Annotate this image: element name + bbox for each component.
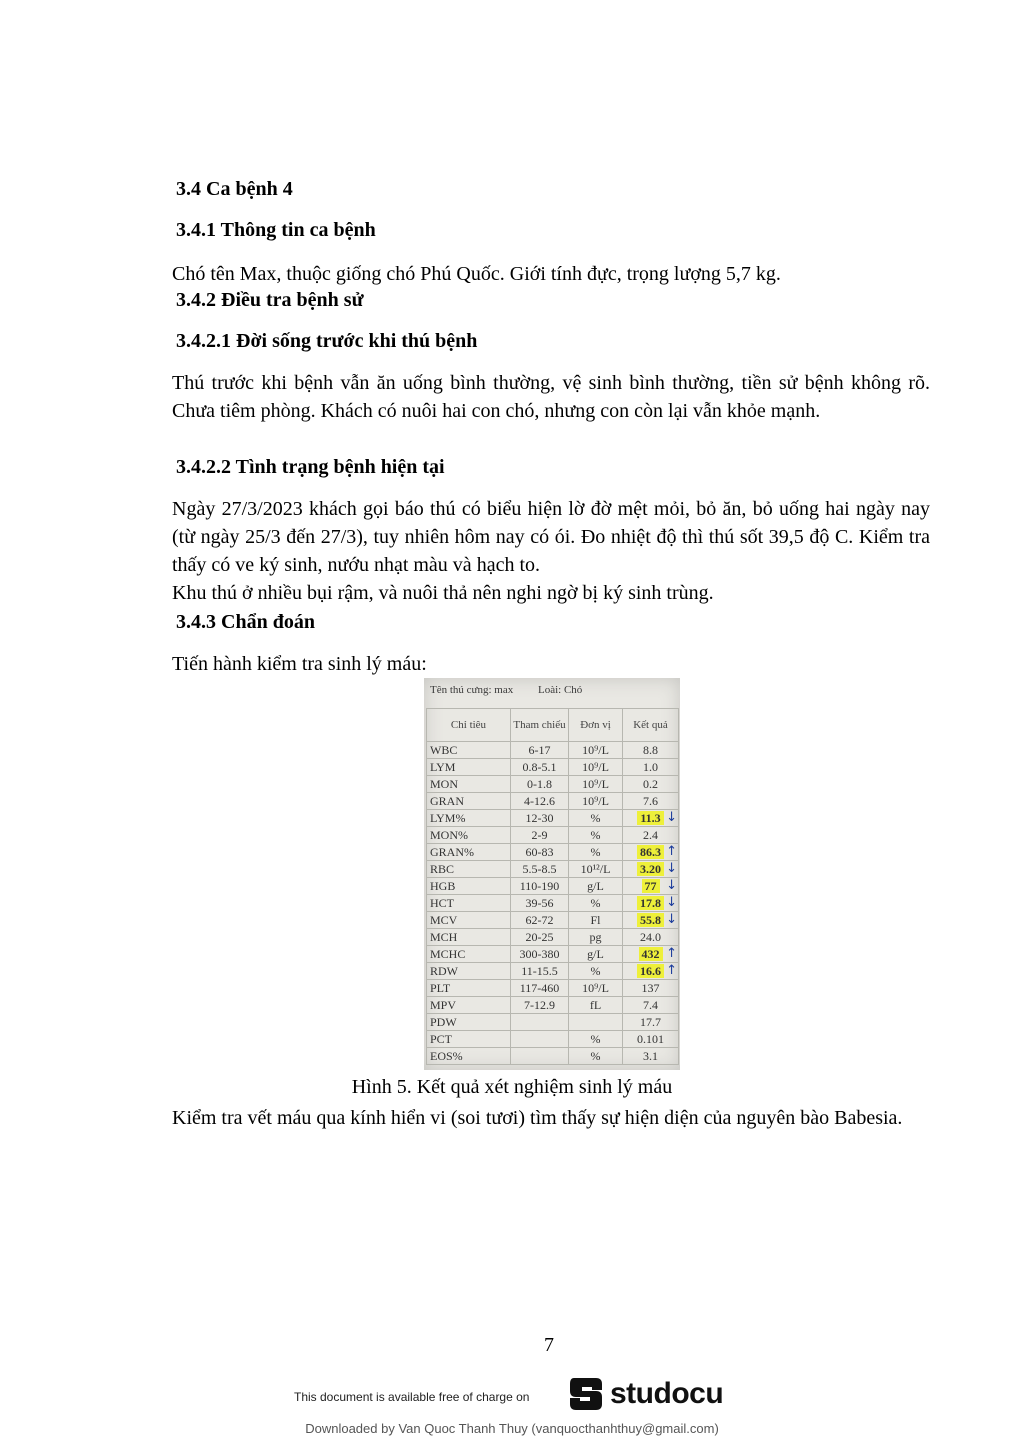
reference-cell: 11-15.5 (511, 963, 569, 980)
result-value: 11.3 (637, 811, 663, 825)
unit-cell: pg (569, 929, 623, 946)
reference-cell: 117-460 (511, 980, 569, 997)
arrow-down-icon: ↓ (666, 810, 677, 825)
reference-cell: 62-72 (511, 912, 569, 929)
table-row (427, 776, 679, 793)
blood-test-photo (424, 678, 680, 1070)
paragraph-microscope (172, 1104, 930, 1132)
indicator-cell: GRAN% (427, 844, 511, 861)
reference-cell: 20-25 (511, 929, 569, 946)
indicator-cell: GRAN (427, 793, 511, 810)
result-value: 86.3 (637, 845, 664, 859)
reference-cell: 4-12.6 (511, 793, 569, 810)
result-value: 0.101 (637, 1031, 664, 1046)
diagnosis-intro-text: Tiến hành kiểm tra sinh lý máu: (172, 653, 427, 675)
life-before-text: Thú trước khi bệnh vẫn ăn uống bình thường, vệ sinh bình thường, tiền sử bệnh không rõ. Chưa tiêm phòng. Khách có nuôi hai con chó, nhưng con còn lại vẫn khỏe mạnh. (172, 372, 930, 422)
unit-cell: 10⁹/L (569, 793, 623, 810)
pet-name-label: Tên thú cưng: max (430, 684, 514, 696)
result-cell (623, 980, 679, 997)
table-row (427, 844, 679, 861)
result-value: 7.4 (643, 997, 658, 1012)
species-label: Loài: Chó (538, 684, 583, 696)
table-row (427, 861, 679, 878)
reference-cell: 0-1.8 (511, 776, 569, 793)
arrow-up-icon: ↑ (666, 963, 677, 978)
heading-3-4-2-2: 3.4.2.2 Tình trạng bệnh hiện tại (176, 456, 445, 478)
availability-note: This document is available free of charge on (294, 1390, 530, 1404)
unit-cell: % (569, 844, 623, 861)
reference-cell: 60-83 (511, 844, 569, 861)
unit-cell (569, 1014, 623, 1031)
unit-cell: Fl (569, 912, 623, 929)
reference-cell: 6-17 (511, 742, 569, 759)
page-number: 7 (544, 1334, 554, 1356)
reference-cell: 7-12.9 (511, 997, 569, 1014)
header-unit: Đơn vị (569, 709, 623, 742)
table-row (427, 759, 679, 776)
arrow-down-icon: ↓ (666, 878, 677, 893)
heading-3-4-2: 3.4.2 Điều tra bệnh sử (176, 289, 364, 311)
result-cell (623, 861, 679, 878)
reference-cell: 5.5-8.5 (511, 861, 569, 878)
downloaded-by-note: Downloaded by Van Quoc Thanh Thuy (vanquocthanhthuy@gmail.com) (305, 1421, 719, 1436)
table-row (427, 980, 679, 997)
result-value: 17.8 (637, 896, 664, 910)
result-value: 1.0 (643, 759, 658, 774)
result-cell (623, 997, 679, 1014)
unit-cell: 10⁹/L (569, 776, 623, 793)
result-value: 432 (639, 947, 663, 961)
result-value: 3.1 (643, 1048, 658, 1063)
result-value: 137 (641, 980, 660, 995)
arrow-up-icon: ↑ (666, 946, 677, 961)
table-row (427, 946, 679, 963)
indicator-cell: LYM% (427, 810, 511, 827)
heading-3-4-2-1: 3.4.2.1 Đời sống trước khi thú bệnh (176, 330, 478, 352)
result-value: 7.6 (643, 793, 658, 808)
lab-sheet-header (430, 684, 604, 696)
arrow-up-icon: ↑ (666, 844, 677, 859)
indicator-cell: MON (427, 776, 511, 793)
result-cell (623, 1048, 679, 1065)
header-result: Kết quả (623, 709, 679, 742)
indicator-cell: MON% (427, 827, 511, 844)
table-row (427, 878, 679, 895)
reference-cell: 300-380 (511, 946, 569, 963)
reference-cell (511, 1048, 569, 1065)
reference-cell: 0.8-5.1 (511, 759, 569, 776)
arrow-down-icon: ↓ (666, 912, 677, 927)
table-row (427, 742, 679, 759)
result-cell (623, 912, 679, 929)
unit-cell: % (569, 810, 623, 827)
arrow-down-icon: ↓ (666, 895, 677, 910)
table-body (427, 742, 679, 1065)
result-cell (623, 810, 679, 827)
table-row (427, 793, 679, 810)
indicator-cell: MCH (427, 929, 511, 946)
result-cell (623, 742, 679, 759)
unit-cell: g/L (569, 878, 623, 895)
figure-caption: Hình 5. Kết quả xét nghiệm sinh lý máu (351, 1076, 673, 1098)
indicator-cell: WBC (427, 742, 511, 759)
result-cell (623, 929, 679, 946)
table-row (427, 1031, 679, 1048)
unit-cell: 10⁹/L (569, 759, 623, 776)
result-value: 17.7 (640, 1014, 661, 1029)
result-value: 3.20 (637, 862, 664, 876)
case-info-text: Chó tên Max, thuộc giống chó Phú Quốc. Giới tính đực, trọng lượng 5,7 kg. (172, 263, 781, 285)
unit-cell: 10⁹/L (569, 980, 623, 997)
result-value: 24.0 (640, 929, 661, 944)
unit-cell: % (569, 827, 623, 844)
result-cell (623, 793, 679, 810)
blood-test-table (426, 708, 679, 1065)
unit-cell: % (569, 1048, 623, 1065)
result-value: 2.4 (643, 827, 658, 842)
table-row (427, 963, 679, 980)
heading-3-4-1: 3.4.1 Thông tin ca bệnh (176, 219, 376, 241)
studocu-wordmark: studocu (610, 1377, 724, 1410)
arrow-down-icon: ↓ (666, 861, 677, 876)
unit-cell: 10¹²/L (569, 861, 623, 878)
table-row (427, 895, 679, 912)
result-cell (623, 963, 679, 980)
studocu-logo[interactable] (566, 1374, 723, 1414)
indicator-cell: PCT (427, 1031, 511, 1048)
result-cell (623, 844, 679, 861)
reference-cell: 39-56 (511, 895, 569, 912)
result-value: 16.6 (637, 964, 664, 978)
result-cell (623, 946, 679, 963)
studocu-logo-icon (566, 1374, 606, 1414)
result-cell (623, 1031, 679, 1048)
heading-3-4: 3.4 Ca bệnh 4 (176, 178, 293, 200)
current-condition-text: Ngày 27/3/2023 khách gọi báo thú có biểu hiện lờ đờ mệt mỏi, bỏ ăn, bỏ uống hai ngày nay (từ ngày 25/3 đến 27/3), tuy nhiên hôm nay có ói. Đo nhiệt độ thì thú sốt 39,5 độ C. Kiểm tra thấy có ve ký sinh, nướu nhạt màu và hạch to. (172, 498, 930, 576)
indicator-cell: EOS% (427, 1048, 511, 1065)
result-value: 0.2 (643, 776, 658, 791)
reference-cell (511, 1014, 569, 1031)
result-cell (623, 776, 679, 793)
table-row (427, 912, 679, 929)
reference-cell (511, 1031, 569, 1048)
heading-3-4-3: 3.4.3 Chẩn đoán (176, 611, 315, 633)
result-cell (623, 1014, 679, 1031)
result-cell (623, 895, 679, 912)
indicator-cell: HGB (427, 878, 511, 895)
indicator-cell: RBC (427, 861, 511, 878)
indicator-cell: LYM (427, 759, 511, 776)
unit-cell: 10⁹/L (569, 742, 623, 759)
paragraph-current-condition (172, 495, 930, 607)
paragraph-life-before (172, 369, 930, 425)
suspicion-text: Khu thú ở nhiều bụi rậm, và nuôi thả nên nghi ngờ bị ký sinh trùng. (172, 582, 714, 604)
unit-cell: g/L (569, 946, 623, 963)
indicator-cell: RDW (427, 963, 511, 980)
indicator-cell: MPV (427, 997, 511, 1014)
table-row (427, 1014, 679, 1031)
result-value: 55.8 (637, 913, 664, 927)
indicator-cell: MCV (427, 912, 511, 929)
indicator-cell: HCT (427, 895, 511, 912)
table-row (427, 827, 679, 844)
table-row (427, 1048, 679, 1065)
header-reference: Tham chiếu (511, 709, 569, 742)
table-row (427, 929, 679, 946)
table-row (427, 810, 679, 827)
result-value: 77 (642, 879, 660, 893)
paragraph-case-info (172, 260, 930, 288)
unit-cell: % (569, 895, 623, 912)
microscope-text: Kiểm tra vết máu qua kính hiển vi (soi tươi) tìm thấy sự hiện diện của nguyên bào Babesia. (172, 1107, 903, 1129)
reference-cell: 12-30 (511, 810, 569, 827)
unit-cell: % (569, 1031, 623, 1048)
paragraph-diagnosis-intro (172, 650, 930, 678)
result-cell (623, 827, 679, 844)
indicator-cell: PDW (427, 1014, 511, 1031)
reference-cell: 2-9 (511, 827, 569, 844)
result-cell (623, 759, 679, 776)
table-row (427, 997, 679, 1014)
result-value: 8.8 (643, 742, 658, 757)
unit-cell: % (569, 963, 623, 980)
header-indicator: Chỉ tiêu (427, 709, 511, 742)
table-header-row (427, 709, 679, 742)
indicator-cell: MCHC (427, 946, 511, 963)
indicator-cell: PLT (427, 980, 511, 997)
unit-cell: fL (569, 997, 623, 1014)
result-cell (623, 878, 679, 895)
reference-cell: 110-190 (511, 878, 569, 895)
